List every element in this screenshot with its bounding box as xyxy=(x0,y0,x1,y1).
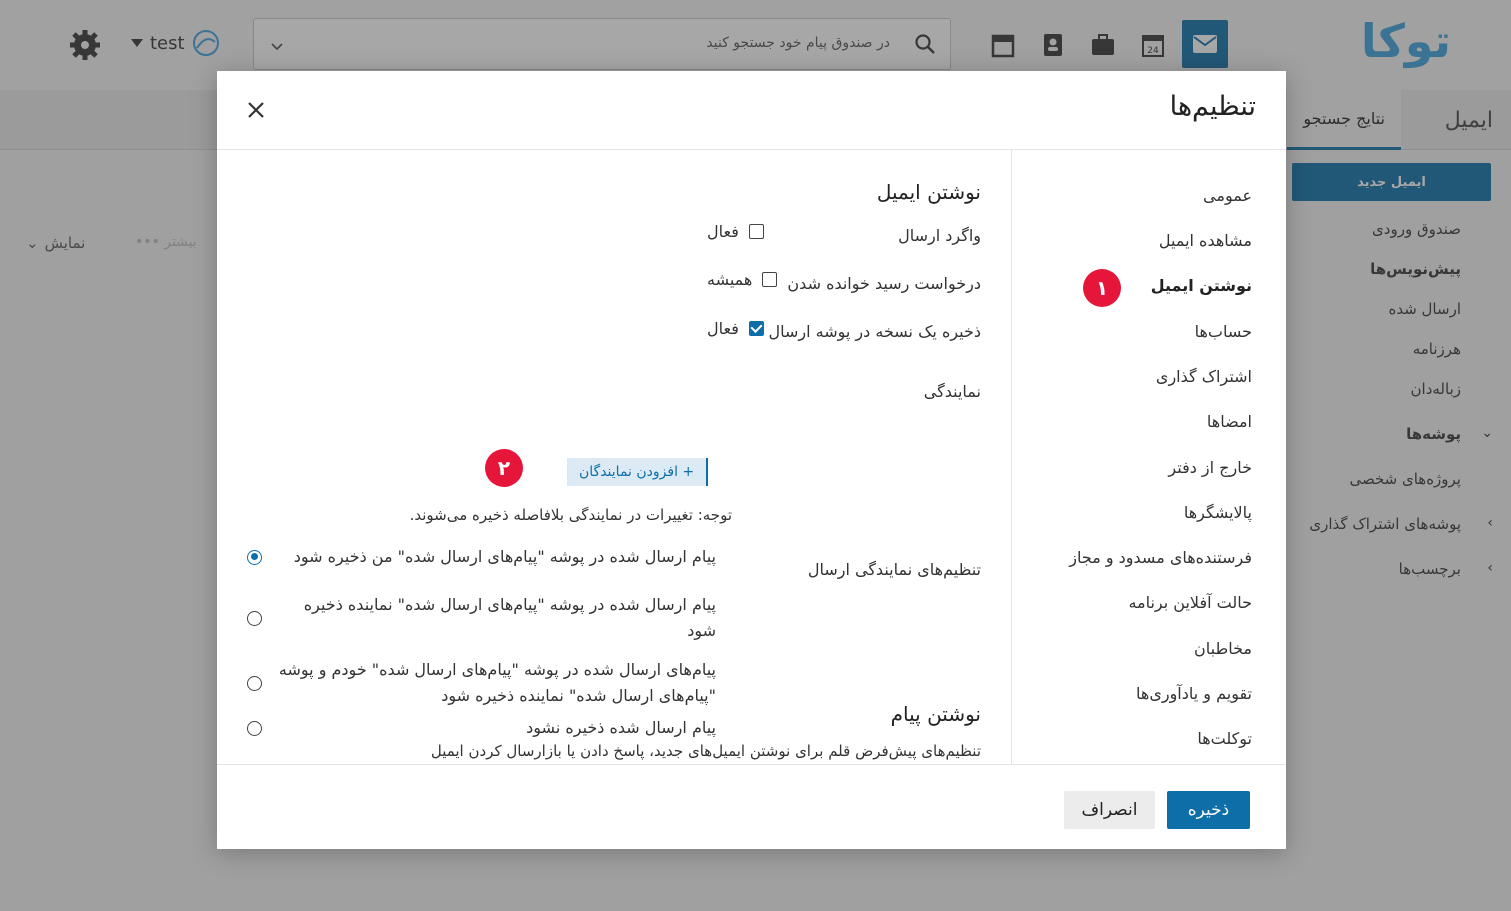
nav-toklets[interactable]: توکلت‌ها xyxy=(1197,729,1252,748)
more-dots-icon: ••• xyxy=(135,234,160,250)
delegation-settings-label: تنظیم‌های نمایندگی ارسال xyxy=(807,560,981,579)
section-title-message: نوشتن پیام xyxy=(890,702,981,726)
app-logo: توکا xyxy=(1360,14,1451,68)
folder-shared[interactable]: پوشه‌های اشتراک گذاری xyxy=(1309,515,1461,533)
step-badge-1: ۱ xyxy=(1083,269,1121,307)
new-email-button[interactable]: ایمیل جدید xyxy=(1292,163,1491,201)
save-copy-label: ذخیره یک نسخه در پوشه ارسال xyxy=(768,322,981,341)
save-button[interactable]: ذخیره xyxy=(1167,791,1250,829)
radio-save-delegate-label: پیام ارسال شده در پوشه "پیام‌های ارسال شده" نماینده ذخیره شود xyxy=(303,595,716,640)
section-title-compose: نوشتن ایمیل xyxy=(876,180,981,204)
section-message-desc: تنظیم‌های پیش‌فرض قلم برای نوشتن ایمیل‌های جدید، پاسخ دادن یا بازارسال کردن ایمیل xyxy=(430,742,981,760)
folder-personal-projects[interactable]: پروژه‌های شخصی xyxy=(1349,470,1461,488)
chevron-down-icon[interactable]: ⌄ xyxy=(1481,425,1493,441)
add-delegates-button[interactable]: + افزودن نمایندگان xyxy=(567,458,708,486)
tab-email[interactable]: ایمیل xyxy=(1444,107,1493,133)
radio-no-save[interactable] xyxy=(247,715,716,741)
nav-general[interactable]: عمومی xyxy=(1203,186,1252,205)
svg-text:24: 24 xyxy=(1147,46,1159,56)
radio-save-both-input[interactable] xyxy=(247,676,262,691)
radio-save-delegate[interactable] xyxy=(247,592,716,644)
radio-save-delegate-input[interactable] xyxy=(247,611,262,626)
search-placeholder: در صندوق پیام خود جستجو کنید xyxy=(706,35,890,51)
folder-sent[interactable]: ارسال شده xyxy=(1388,300,1461,318)
radio-no-save-input[interactable] xyxy=(247,721,262,736)
chevron-left-icon[interactable]: ‹ xyxy=(1487,515,1493,531)
settings-modal xyxy=(217,71,1286,849)
undo-send-label: واگرد ارسال xyxy=(898,226,981,245)
user-name: test xyxy=(150,32,185,54)
nav-blocked-senders[interactable]: فرستنده‌های مسدود و مجاز xyxy=(1069,548,1252,567)
step-badge-2: ۲ xyxy=(485,449,523,487)
radio-save-both[interactable] xyxy=(247,657,716,709)
radio-save-mine-label: پیام ارسال شده در پوشه "پیام‌های ارسال شده" من ذخیره شود xyxy=(293,547,716,566)
save-copy-checkbox[interactable] xyxy=(749,321,764,336)
nav-signatures[interactable]: امضاها xyxy=(1206,412,1252,431)
folder-folders[interactable]: پوشه‌ها xyxy=(1406,425,1461,443)
nav-accounts[interactable]: حساب‌ها xyxy=(1194,322,1252,341)
delegation-label: نمایندگی xyxy=(923,382,981,401)
radio-save-mine-input[interactable] xyxy=(247,550,262,565)
read-receipt-option[interactable] xyxy=(707,270,777,289)
nav-compose-email[interactable]: نوشتن ایمیل xyxy=(1150,276,1252,295)
more-label: بیشتر xyxy=(164,234,197,250)
nav-filters[interactable]: پالایشگرها xyxy=(1183,503,1252,522)
show-label: نمایش xyxy=(44,234,86,252)
nav-offline-mode[interactable]: حالت آفلاین برنامه xyxy=(1128,593,1252,612)
folder-spam[interactable]: هرزنامه xyxy=(1412,340,1461,358)
nav-calendar[interactable]: تقویم و یادآوری‌ها xyxy=(1136,684,1252,703)
radio-save-mine[interactable] xyxy=(247,544,716,570)
nav-out-of-office[interactable]: خارج از دفتر xyxy=(1168,458,1252,477)
undo-send-option[interactable] xyxy=(707,222,764,241)
read-receipt-checkbox[interactable] xyxy=(762,272,777,287)
folder-drafts[interactable]: پیش‌نویس‌ها xyxy=(1370,260,1461,278)
cancel-button[interactable]: انصراف xyxy=(1064,791,1155,829)
nav-contacts[interactable]: مخاطبان xyxy=(1194,639,1252,658)
read-receipt-label: درخواست رسید خوانده شدن xyxy=(787,274,981,293)
radio-save-both-label: پیام‌های ارسال شده در پوشه "پیام‌های ارسال شده" خودم و پوشه "پیام‌های ارسال شده" نماینده ذخیره شود xyxy=(278,660,716,705)
settings-content xyxy=(217,150,1011,764)
modal-title: تنظیم‌ها xyxy=(1169,91,1256,122)
close-icon[interactable] xyxy=(245,99,267,121)
delegation-note: توجه: تغییرات در نمایندگی بلافاصله ذخیره می‌شوند. xyxy=(409,506,732,524)
nav-sharing[interactable]: اشتراک گذاری xyxy=(1155,367,1252,386)
folder-trash[interactable]: زباله‌دان xyxy=(1410,380,1461,398)
save-copy-option-label: فعال xyxy=(707,319,739,338)
chevron-down-icon: ⌄ xyxy=(26,234,39,252)
nav-view-email[interactable]: مشاهده ایمیل xyxy=(1158,231,1252,250)
settings-nav xyxy=(1011,150,1286,764)
read-receipt-option-label: همیشه xyxy=(707,270,753,289)
save-copy-option[interactable] xyxy=(707,319,764,338)
tab-search-results[interactable]: نتایج جستجو xyxy=(1287,90,1401,150)
undo-send-option-label: فعال xyxy=(707,222,739,241)
folder-labels[interactable]: برچسب‌ها xyxy=(1398,560,1461,578)
folder-inbox[interactable]: صندوق ورودی xyxy=(1372,220,1461,238)
radio-no-save-label: پیام ارسال شده ذخیره نشود xyxy=(526,718,716,737)
undo-send-checkbox[interactable] xyxy=(749,224,764,239)
chevron-left-icon[interactable]: ‹ xyxy=(1487,560,1493,576)
modal-header xyxy=(217,71,1286,150)
modal-footer xyxy=(217,764,1286,849)
